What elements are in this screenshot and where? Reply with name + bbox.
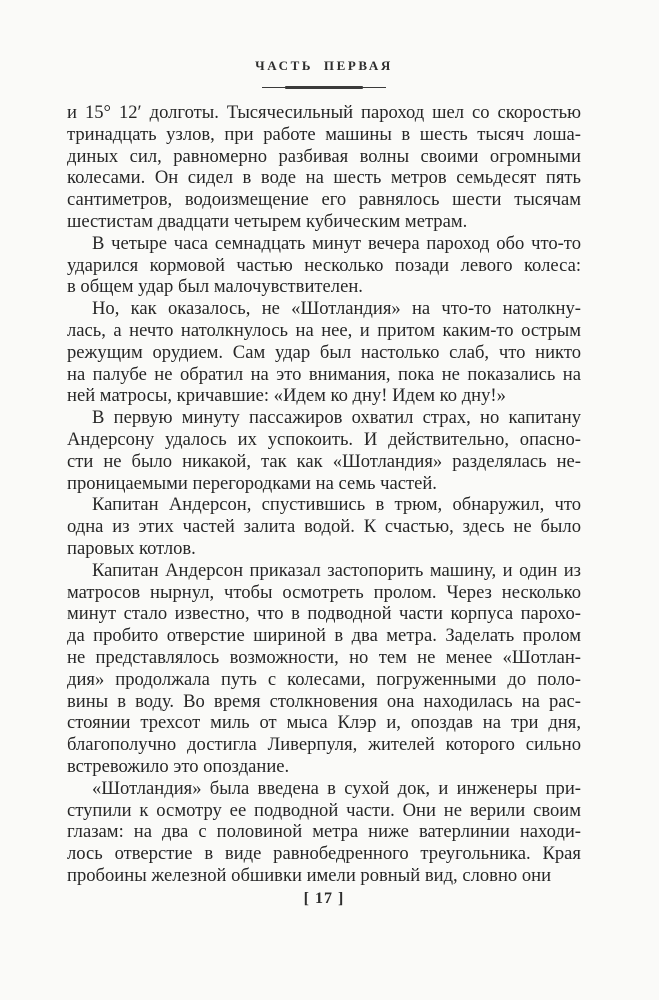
text-line: лось отверстие в виде равнобедренного треугольника. Края — [67, 843, 581, 865]
text-line: пробоины железной обшивки имели ровный вид, словно они — [67, 864, 552, 886]
page-body — [67, 102, 581, 887]
page-number: [ 17 ] — [303, 890, 345, 907]
text-line: лась, а нечто натолкнулось на нее, и притом каким-то острым — [67, 319, 581, 341]
text-line: одна из этих частей залита водой. К счастью, здесь не было — [67, 516, 581, 538]
paragraph — [67, 778, 581, 887]
text-line: глазам: на два с половиной метра ниже ватерлинии находи- — [67, 821, 581, 843]
text-line: матросов нырнул, чтобы осмотреть пролом. Через несколько — [67, 581, 581, 603]
text-line: диных сил, равномерно разбивая волны своими огромными — [67, 145, 581, 167]
text-line: сти не было никакой, так как «Шотландия» разделялась не- — [67, 450, 581, 472]
text-line: ступили к осмотру ее подводной части. Они не верили своим — [67, 799, 581, 821]
ornament-rule — [67, 85, 581, 91]
text-line: Капитан Андерсон, спустившись в трюм, обнаружил, что — [92, 494, 581, 516]
text-line: проницаемыми перегородками на семь частей. — [67, 472, 437, 494]
chapter-heading: ЧАСТЬ ПЕРВАЯ — [255, 58, 393, 73]
text-line: дия» продолжала путь с колесами, погруженными до поло- — [67, 668, 581, 690]
text-line: колесами. Он сидел в воде на шесть метров семьдесят пять — [67, 167, 581, 189]
text-line: встревожило это опоздание. — [67, 755, 290, 777]
text-line: ударился кормовой частью несколько позади левого колеса: — [67, 254, 581, 276]
text-line: В первую минуту пассажиров охватил страх, но капитану — [92, 407, 581, 429]
text-line: Капитан Андерсон приказал застопорить машину, и один из — [92, 559, 581, 581]
text-line: минут стало известно, что в подводной части корпуса парохо- — [67, 603, 581, 625]
text-line: на палубе не обратил на это внимания, пока не показались на — [67, 363, 581, 385]
text-line: в общем удар был малочувствителен. — [67, 276, 363, 298]
text-line: стоянии трехсот миль от мыса Клэр и, опоздав на три дня, — [67, 712, 581, 734]
text-line: ней матросы, кричавшие: «Идем ко дну! Идем ко дну!» — [67, 385, 506, 407]
text-line: вины в воду. Во время столкновения она находилась на рас- — [67, 690, 581, 712]
text-line: шестистам двадцати четырем кубическим метрам. — [67, 210, 468, 232]
ornament-thick-bar — [285, 86, 363, 90]
paragraph — [67, 407, 581, 494]
paragraph — [67, 233, 581, 298]
text-line: паровых котлов. — [67, 537, 196, 559]
paragraph — [67, 298, 581, 407]
paragraph — [67, 560, 581, 778]
text-line: «Шотландия» была введена в сухой док, и инженеры при- — [92, 777, 581, 799]
text-line: благополучно достигла Ливерпуля, жителей которого сильно — [67, 734, 581, 756]
text-line: не представлялось возможности, но тем не менее «Шотлан- — [67, 646, 581, 668]
text-line: и 15° 12′ долготы. Тысячесильный пароход шел со скоростью — [67, 102, 581, 123]
text-line: да пробито отверстие шириной в два метра. Заделать пролом — [67, 625, 581, 647]
paragraph — [67, 494, 581, 559]
text-line: тринадцать узлов, при работе машины в шесть тысяч лоша- — [67, 123, 581, 145]
paragraph — [67, 102, 581, 233]
text-line: В четыре часа семнадцать минут вечера пароход обо что-то — [92, 232, 581, 254]
text-line: Андерсону удалось их успокоить. И действительно, опасно- — [67, 428, 581, 450]
text-line: режущим орудием. Сам удар был настолько слаб, что никто — [67, 341, 581, 363]
text-line: сантиметров, водоизмещение его равнялось шести тысячам — [67, 189, 581, 211]
text-line: Но, как оказалось, не «Шотландия» на что-то натолкну- — [92, 298, 581, 320]
